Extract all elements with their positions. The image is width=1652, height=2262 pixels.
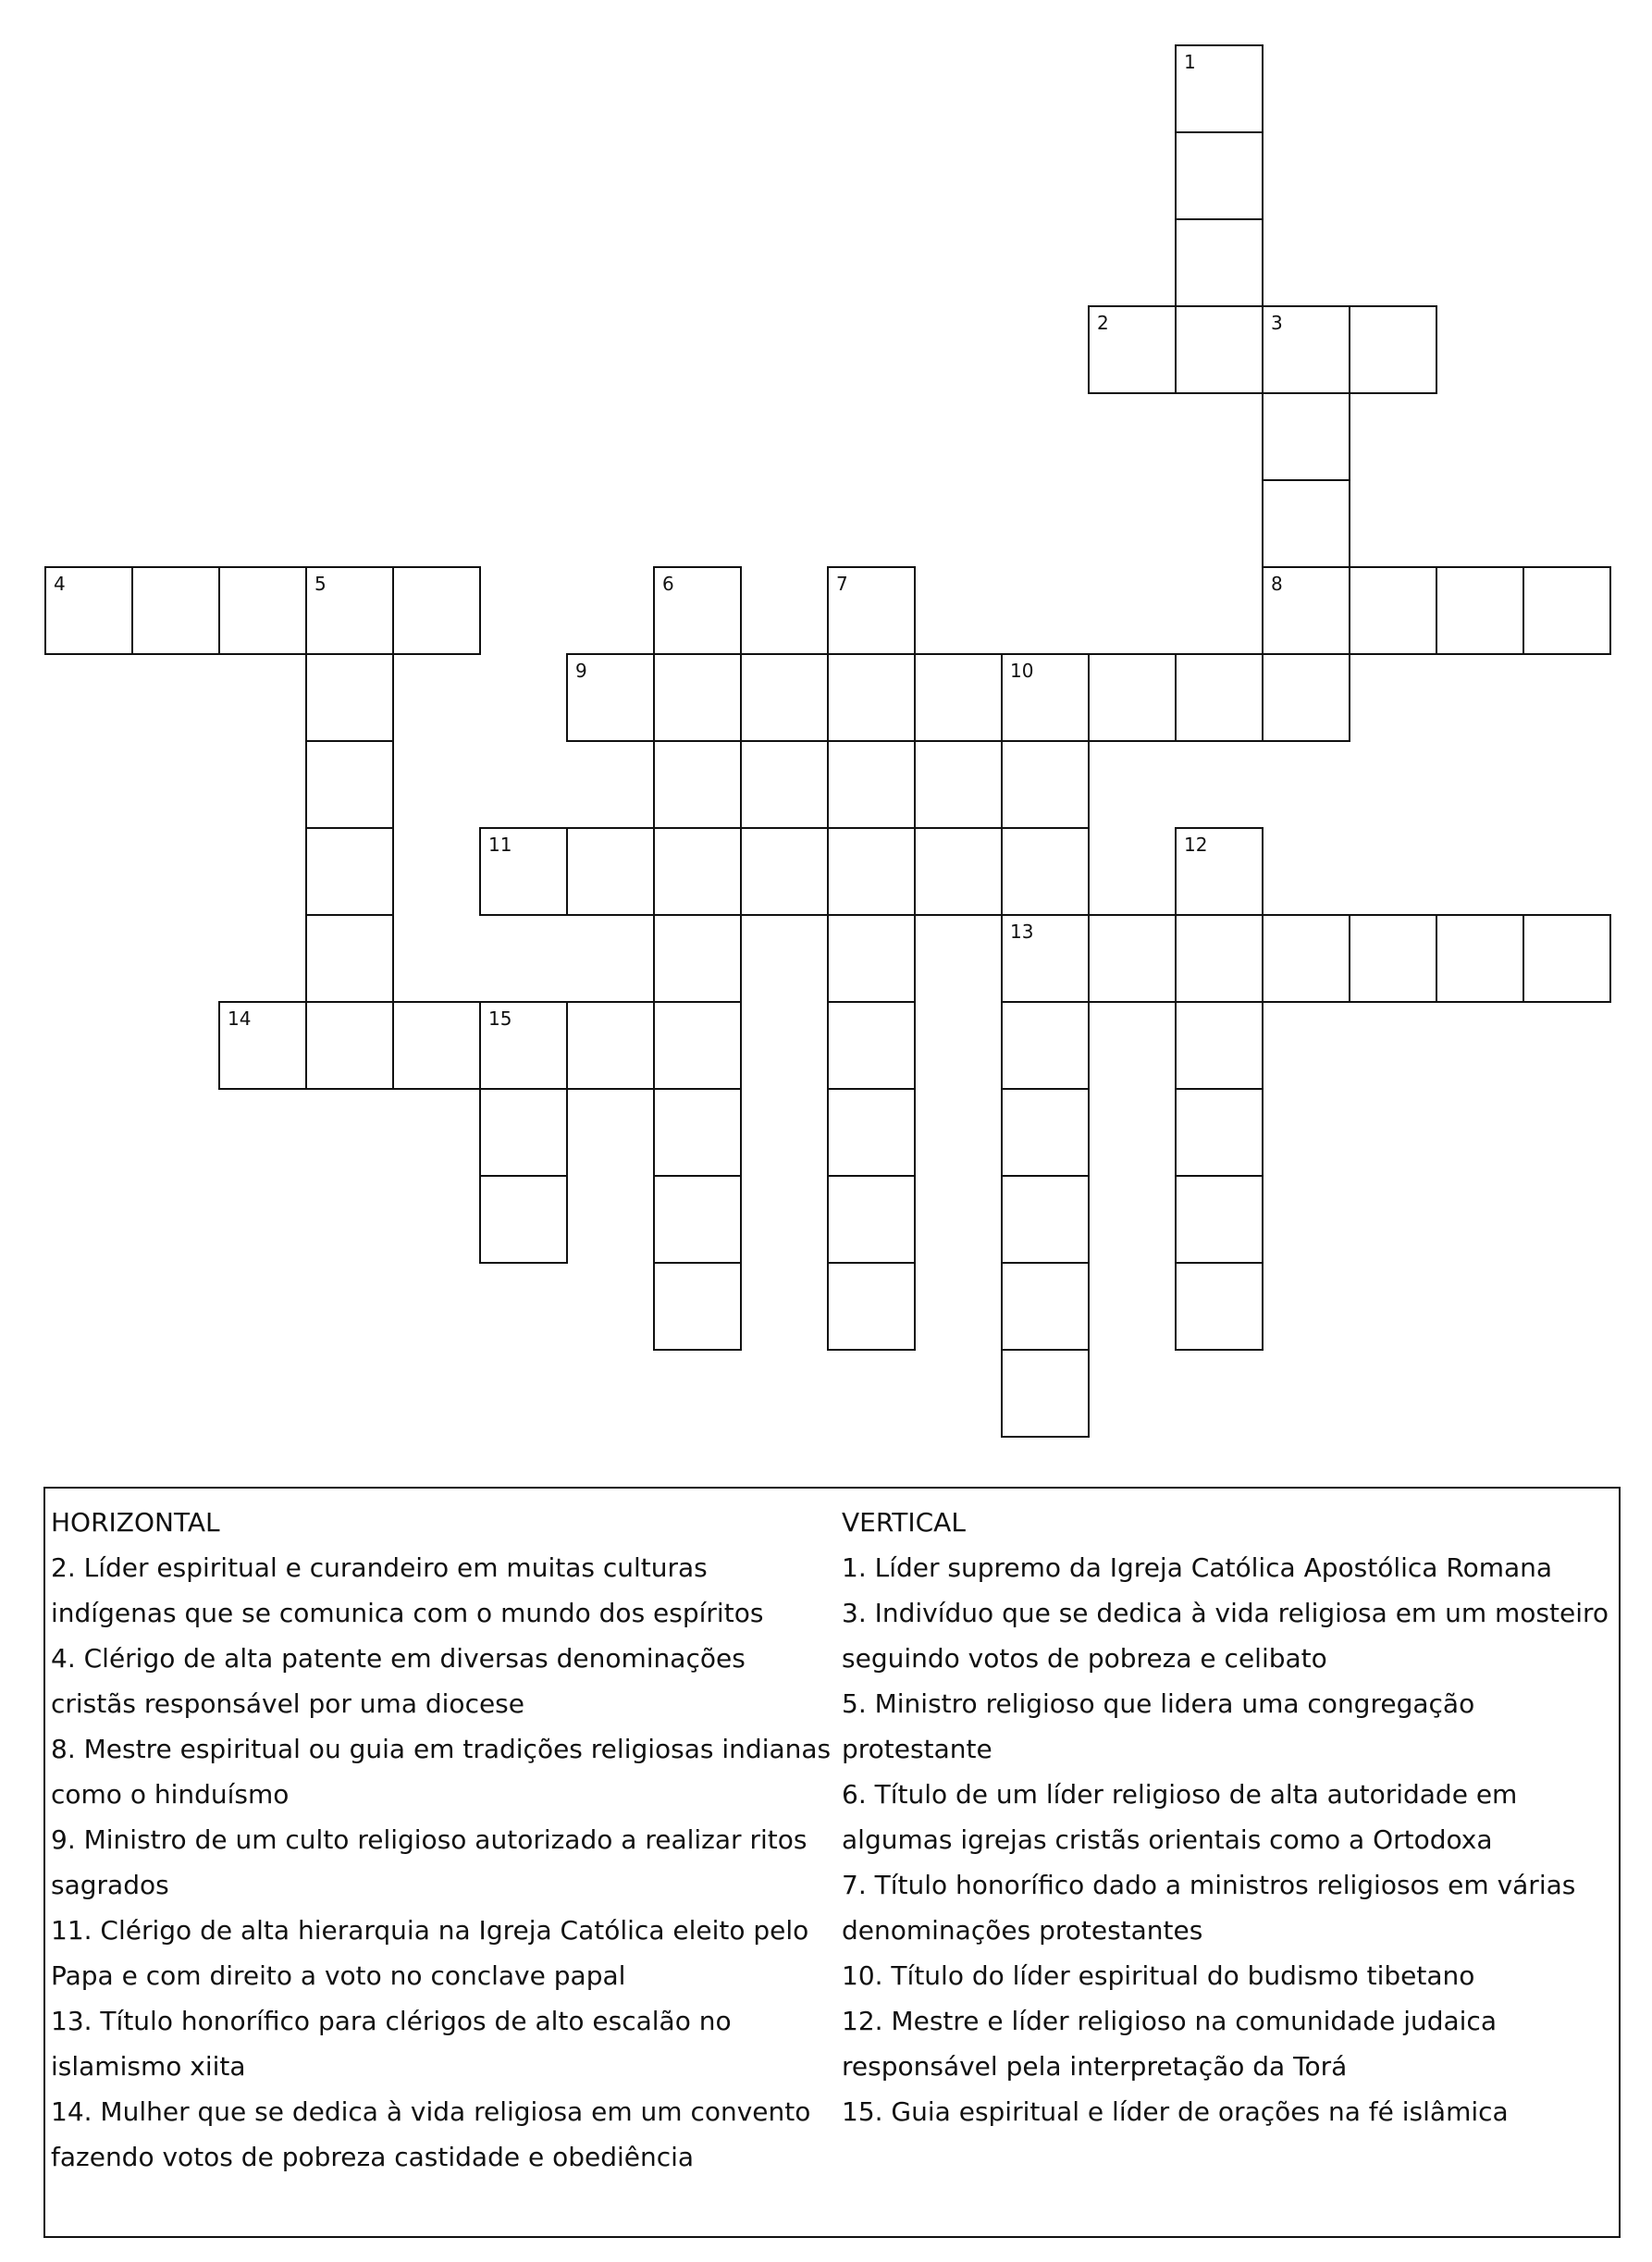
grid-cell[interactable] bbox=[653, 914, 742, 1003]
grid-cell[interactable] bbox=[1088, 305, 1177, 394]
vertical-clue: 12. Mestre e líder religioso na comunidade judaica responsável pela interpretação da Torá bbox=[842, 2006, 1497, 2082]
grid-cell[interactable] bbox=[1523, 914, 1611, 1003]
grid-cell[interactable] bbox=[1262, 479, 1350, 568]
grid-cell[interactable] bbox=[479, 1001, 568, 1090]
grid-cell[interactable] bbox=[1088, 653, 1177, 742]
vertical-clue: 15. Guia espiritual e líder de orações na fé islâmica bbox=[842, 2096, 1509, 2127]
grid-cell[interactable] bbox=[653, 1175, 742, 1264]
horizontal-clue: 2. Líder espiritual e curandeiro em muitas culturas indígenas que se comunica com o mundo dos espíritos bbox=[51, 1552, 764, 1628]
grid-cell[interactable] bbox=[1262, 305, 1350, 394]
grid-cell[interactable] bbox=[1001, 1175, 1090, 1264]
grid-cell[interactable] bbox=[1262, 914, 1350, 1003]
grid-cell[interactable] bbox=[740, 653, 829, 742]
grid-cell[interactable] bbox=[1349, 305, 1437, 394]
grid-cell[interactable] bbox=[1175, 1262, 1264, 1351]
cell-number: 13 bbox=[1010, 921, 1034, 943]
grid-cell[interactable] bbox=[827, 653, 916, 742]
grid-cell[interactable] bbox=[1175, 1001, 1264, 1090]
grid-cell[interactable] bbox=[392, 566, 481, 655]
grid-cell[interactable] bbox=[566, 653, 655, 742]
grid-cell[interactable] bbox=[653, 653, 742, 742]
grid-cell[interactable] bbox=[566, 1001, 655, 1090]
grid-cell[interactable] bbox=[653, 827, 742, 916]
grid-cell[interactable] bbox=[1175, 1175, 1264, 1264]
horizontal-clue: 11. Clérigo de alta hierarquia na Igreja Católica eleito pelo Papa e com direito a voto no conclave papal bbox=[51, 1915, 809, 1991]
grid-cell[interactable] bbox=[1088, 914, 1177, 1003]
grid-cell[interactable] bbox=[653, 1001, 742, 1090]
clues-box bbox=[43, 1487, 1621, 2238]
vertical-clue: 5. Ministro religioso que lidera uma congregação protestante bbox=[842, 1688, 1475, 1764]
cell-number: 15 bbox=[488, 1007, 512, 1030]
grid-cell[interactable] bbox=[1175, 131, 1264, 220]
grid-cell[interactable] bbox=[1001, 653, 1090, 742]
vertical-clue: 10. Título do líder espiritual do budismo tibetano bbox=[842, 1960, 1475, 1991]
cell-number: 10 bbox=[1010, 660, 1034, 682]
grid-cell[interactable] bbox=[218, 1001, 307, 1090]
grid-cell[interactable] bbox=[218, 566, 307, 655]
cell-number: 7 bbox=[836, 573, 848, 595]
grid-cell[interactable] bbox=[305, 914, 394, 1003]
vertical-clue: 3. Indivíduo que se dedica à vida religiosa em um mosteiro seguindo votos de pobreza e celibato bbox=[842, 1598, 1609, 1674]
grid-cell[interactable] bbox=[1175, 44, 1264, 133]
grid-cell[interactable] bbox=[1175, 1088, 1264, 1177]
grid-cell[interactable] bbox=[827, 1175, 916, 1264]
grid-cell[interactable] bbox=[1523, 566, 1611, 655]
grid-cell[interactable] bbox=[1262, 566, 1350, 655]
grid-cell[interactable] bbox=[479, 827, 568, 916]
grid-cell[interactable] bbox=[1262, 392, 1350, 481]
grid-cell[interactable] bbox=[827, 1001, 916, 1090]
grid-cell[interactable] bbox=[653, 1262, 742, 1351]
horizontal-clue: 13. Título honorífico para clérigos de alto escalão no islamismo xiita bbox=[51, 2006, 732, 2082]
cell-number: 9 bbox=[575, 660, 587, 682]
grid-cell[interactable] bbox=[305, 740, 394, 829]
grid-cell[interactable] bbox=[653, 1088, 742, 1177]
vertical-heading: VERTICAL bbox=[842, 1507, 966, 1538]
grid-cell[interactable] bbox=[305, 566, 394, 655]
grid-cell[interactable] bbox=[1175, 827, 1264, 916]
grid-cell[interactable] bbox=[479, 1088, 568, 1177]
vertical-clue: 6. Título de um líder religioso de alta autoridade em algumas igrejas cristãs orientais como a Ortodoxa bbox=[842, 1779, 1518, 1855]
cell-number: 5 bbox=[314, 573, 327, 595]
grid-cell[interactable] bbox=[827, 914, 916, 1003]
grid-cell[interactable] bbox=[305, 653, 394, 742]
cell-number: 12 bbox=[1184, 834, 1208, 856]
grid-cell[interactable] bbox=[1349, 914, 1437, 1003]
grid-cell[interactable] bbox=[827, 827, 916, 916]
grid-cell[interactable] bbox=[1175, 653, 1264, 742]
horizontal-heading: HORIZONTAL bbox=[51, 1507, 220, 1538]
vertical-clue: 1. Líder supremo da Igreja Católica Apostólica Romana bbox=[842, 1552, 1553, 1583]
grid-cell[interactable] bbox=[1349, 566, 1437, 655]
cell-number: 1 bbox=[1184, 51, 1196, 73]
horizontal-clue: 8. Mestre espiritual ou guia em tradições religiosas indianas como o hinduísmo bbox=[51, 1734, 832, 1810]
grid-cell[interactable] bbox=[305, 1001, 394, 1090]
grid-cell[interactable] bbox=[740, 827, 829, 916]
grid-cell[interactable] bbox=[914, 653, 1003, 742]
grid-cell[interactable] bbox=[1001, 1001, 1090, 1090]
cell-number: 3 bbox=[1271, 312, 1283, 334]
grid-cell[interactable] bbox=[653, 740, 742, 829]
horizontal-clues bbox=[51, 1500, 833, 2180]
horizontal-clue: 14. Mulher que se dedica à vida religiosa em um convento fazendo votos de pobreza castidade e obediência bbox=[51, 2096, 811, 2172]
cell-number: 6 bbox=[662, 573, 674, 595]
grid-cell[interactable] bbox=[1001, 914, 1090, 1003]
grid-cell[interactable] bbox=[1001, 1262, 1090, 1351]
grid-cell[interactable] bbox=[1436, 914, 1524, 1003]
vertical-clue: 7. Título honorífico dado a ministros religiosos em várias denominações protestantes bbox=[842, 1870, 1576, 1946]
grid-cell[interactable] bbox=[479, 1175, 568, 1264]
grid-cell[interactable] bbox=[44, 566, 133, 655]
grid-cell[interactable] bbox=[1001, 740, 1090, 829]
grid-cell[interactable] bbox=[827, 1088, 916, 1177]
cell-number: 11 bbox=[488, 834, 512, 856]
cell-number: 4 bbox=[54, 573, 66, 595]
cell-number: 14 bbox=[228, 1007, 252, 1030]
cell-number: 2 bbox=[1097, 312, 1109, 334]
grid-cell[interactable] bbox=[305, 827, 394, 916]
grid-cell[interactable] bbox=[392, 1001, 481, 1090]
grid-cell[interactable] bbox=[1001, 1349, 1090, 1438]
grid-cell[interactable] bbox=[827, 740, 916, 829]
grid-cell[interactable] bbox=[1436, 566, 1524, 655]
grid-cell[interactable] bbox=[1175, 218, 1264, 307]
grid-cell[interactable] bbox=[827, 1262, 916, 1351]
grid-cell[interactable] bbox=[1001, 827, 1090, 916]
grid-cell[interactable] bbox=[1001, 1088, 1090, 1177]
grid-cell[interactable] bbox=[1262, 653, 1350, 742]
grid-cell[interactable] bbox=[1175, 914, 1264, 1003]
grid-cell[interactable] bbox=[827, 566, 916, 655]
cell-number: 8 bbox=[1271, 573, 1283, 595]
horizontal-clue: 9. Ministro de um culto religioso autorizado a realizar ritos sagrados bbox=[51, 1824, 808, 1900]
grid-cell[interactable] bbox=[914, 827, 1003, 916]
vertical-clues bbox=[842, 1500, 1617, 2134]
horizontal-clue: 4. Clérigo de alta patente em diversas denominações cristãs responsável por uma diocese bbox=[51, 1643, 746, 1719]
grid-cell[interactable] bbox=[131, 566, 220, 655]
grid-cell[interactable] bbox=[1175, 305, 1264, 394]
grid-cell[interactable] bbox=[566, 827, 655, 916]
grid-cell[interactable] bbox=[653, 566, 742, 655]
